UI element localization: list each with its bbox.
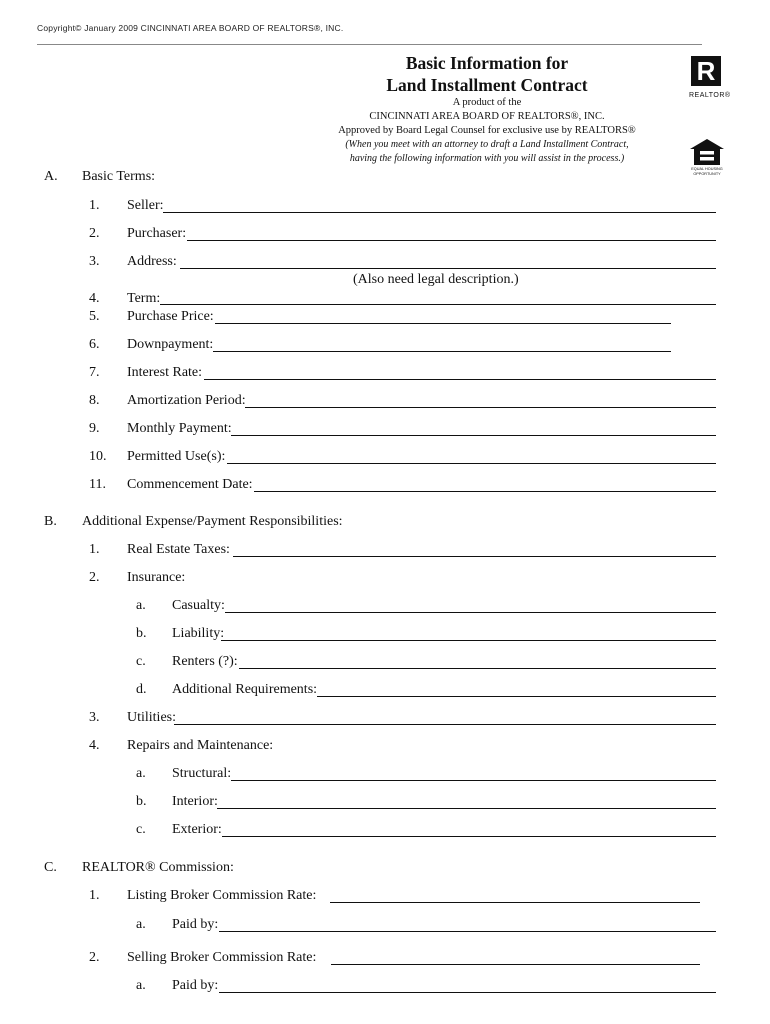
field-number: 5. [89,309,100,324]
field-number: 2. [89,226,100,241]
field-label: Casualty: [172,598,225,613]
header-line-approved: Approved by Board Legal Counsel for exclusive use by REALTORS® [338,125,636,136]
field-label: Interior: [172,794,218,809]
section-a-letter: A. [44,169,58,184]
field-label: Renters (?): [172,654,238,669]
equal-housing-logo [688,138,726,178]
field-number: 1. [89,198,100,213]
field-label: Liability: [172,626,225,641]
field-label: Downpayment: [127,337,214,352]
realtor-wordmark: REALTOR® [689,92,731,99]
field-number: a. [136,766,146,781]
renters-input-line[interactable] [239,668,716,669]
section-b-title: Additional Expense/Payment Responsibilities: [82,514,343,529]
casualty-input-line[interactable] [225,612,716,613]
header-line-note-2: having the following information with you will assist in the process.) [349,153,625,164]
selling-rate-input-line[interactable] [331,964,700,965]
address-note: (Also need legal description.) [353,272,519,287]
field-number: 6. [89,337,100,352]
field-number: 7. [89,365,100,380]
selling-paid-by-input-line[interactable] [219,992,716,993]
field-label: Monthly Payment: [127,421,232,436]
section-c-title: REALTOR® Commission: [82,860,234,875]
field-label: Additional Requirements: [172,682,318,697]
field-number: 11. [89,477,106,492]
field-number: a. [136,598,146,613]
field-number: b. [136,626,147,641]
field-label: Repairs and Maintenance: [127,738,274,753]
header-line-note-1: (When you meet with an attorney to draft a Land Installment Contract, [345,139,629,150]
header-line-product: A product of the [452,97,522,108]
field-label: Selling Broker Commission Rate: [127,950,317,965]
monthly-payment-input-line[interactable] [231,435,716,436]
field-label: Insurance: [127,570,186,585]
field-number: 8. [89,393,100,408]
field-number: c. [136,654,146,669]
structural-input-line[interactable] [231,780,716,781]
commencement-input-line[interactable] [254,491,716,492]
section-a-title: Basic Terms: [82,169,156,184]
interest-rate-input-line[interactable] [204,379,716,380]
downpayment-input-line[interactable] [213,351,671,352]
section-c-letter: C. [44,860,57,875]
real-estate-taxes-input-line[interactable] [233,556,716,557]
field-number: 1. [89,542,100,557]
field-number: 9. [89,421,100,436]
realtor-r-icon: R [691,56,721,86]
liability-input-line[interactable] [221,640,716,641]
field-number: 1. [89,888,100,903]
listing-rate-input-line[interactable] [330,902,700,903]
field-number: a. [136,978,146,993]
equal-housing-text: EQUAL HOUSING OPPORTUNITY [691,167,723,176]
field-number: 10. [89,449,107,464]
field-label: Commencement Date: [127,477,253,492]
purchase-price-input-line[interactable] [215,323,671,324]
header-line-board: CINCINNATI AREA BOARD OF REALTORS®, INC. [369,111,605,122]
field-label: Paid by: [172,978,219,993]
field-label: Utilities: [127,710,176,725]
field-label: Permitted Use(s): [127,449,226,464]
field-number: b. [136,794,147,809]
field-number: 3. [89,710,100,725]
field-label: Listing Broker Commission Rate: [127,888,317,903]
document-header [280,52,694,166]
field-number: c. [136,822,146,837]
exterior-input-line[interactable] [222,836,716,837]
purchaser-input-line[interactable] [187,240,716,241]
document-title-line-2: Land Installment Contract [386,75,588,95]
document-title-line-1: Basic Information for [405,53,569,73]
address-input-line[interactable] [180,268,716,269]
field-number: 3. [89,254,100,269]
realtor-logo [689,56,731,104]
field-label: Structural: [172,766,232,781]
field-number: 2. [89,570,100,585]
interior-input-line[interactable] [217,808,716,809]
utilities-input-line[interactable] [174,724,716,725]
field-label: Paid by: [172,917,219,932]
seller-input-line[interactable] [163,212,716,213]
field-number: d. [136,682,147,697]
field-number: 4. [89,738,100,753]
equal-housing-icon [688,138,726,166]
amortization-input-line[interactable] [245,407,716,408]
field-label: Exterior: [172,822,222,837]
field-number: a. [136,917,146,932]
top-rule [37,44,702,45]
copyright-notice: Copyright© January 2009 CINCINNATI AREA BOARD OF REALTORS®, INC. [37,23,344,33]
field-label: Seller: [127,198,164,213]
field-label: Amortization Period: [127,393,246,408]
field-number: 2. [89,950,100,965]
permitted-uses-input-line[interactable] [227,463,716,464]
term-input-line[interactable] [160,304,716,305]
field-label: Real Estate Taxes: [127,542,230,557]
section-b-letter: B. [44,514,57,529]
additional-requirements-input-line[interactable] [317,696,716,697]
field-label: Purchase Price: [127,309,214,324]
field-label: Interest Rate: [127,365,203,380]
field-label: Address: [127,254,177,269]
field-label: Purchaser: [127,226,187,241]
listing-paid-by-input-line[interactable] [219,931,716,932]
field-label: Term: [127,291,161,306]
field-number: 4. [89,291,100,306]
